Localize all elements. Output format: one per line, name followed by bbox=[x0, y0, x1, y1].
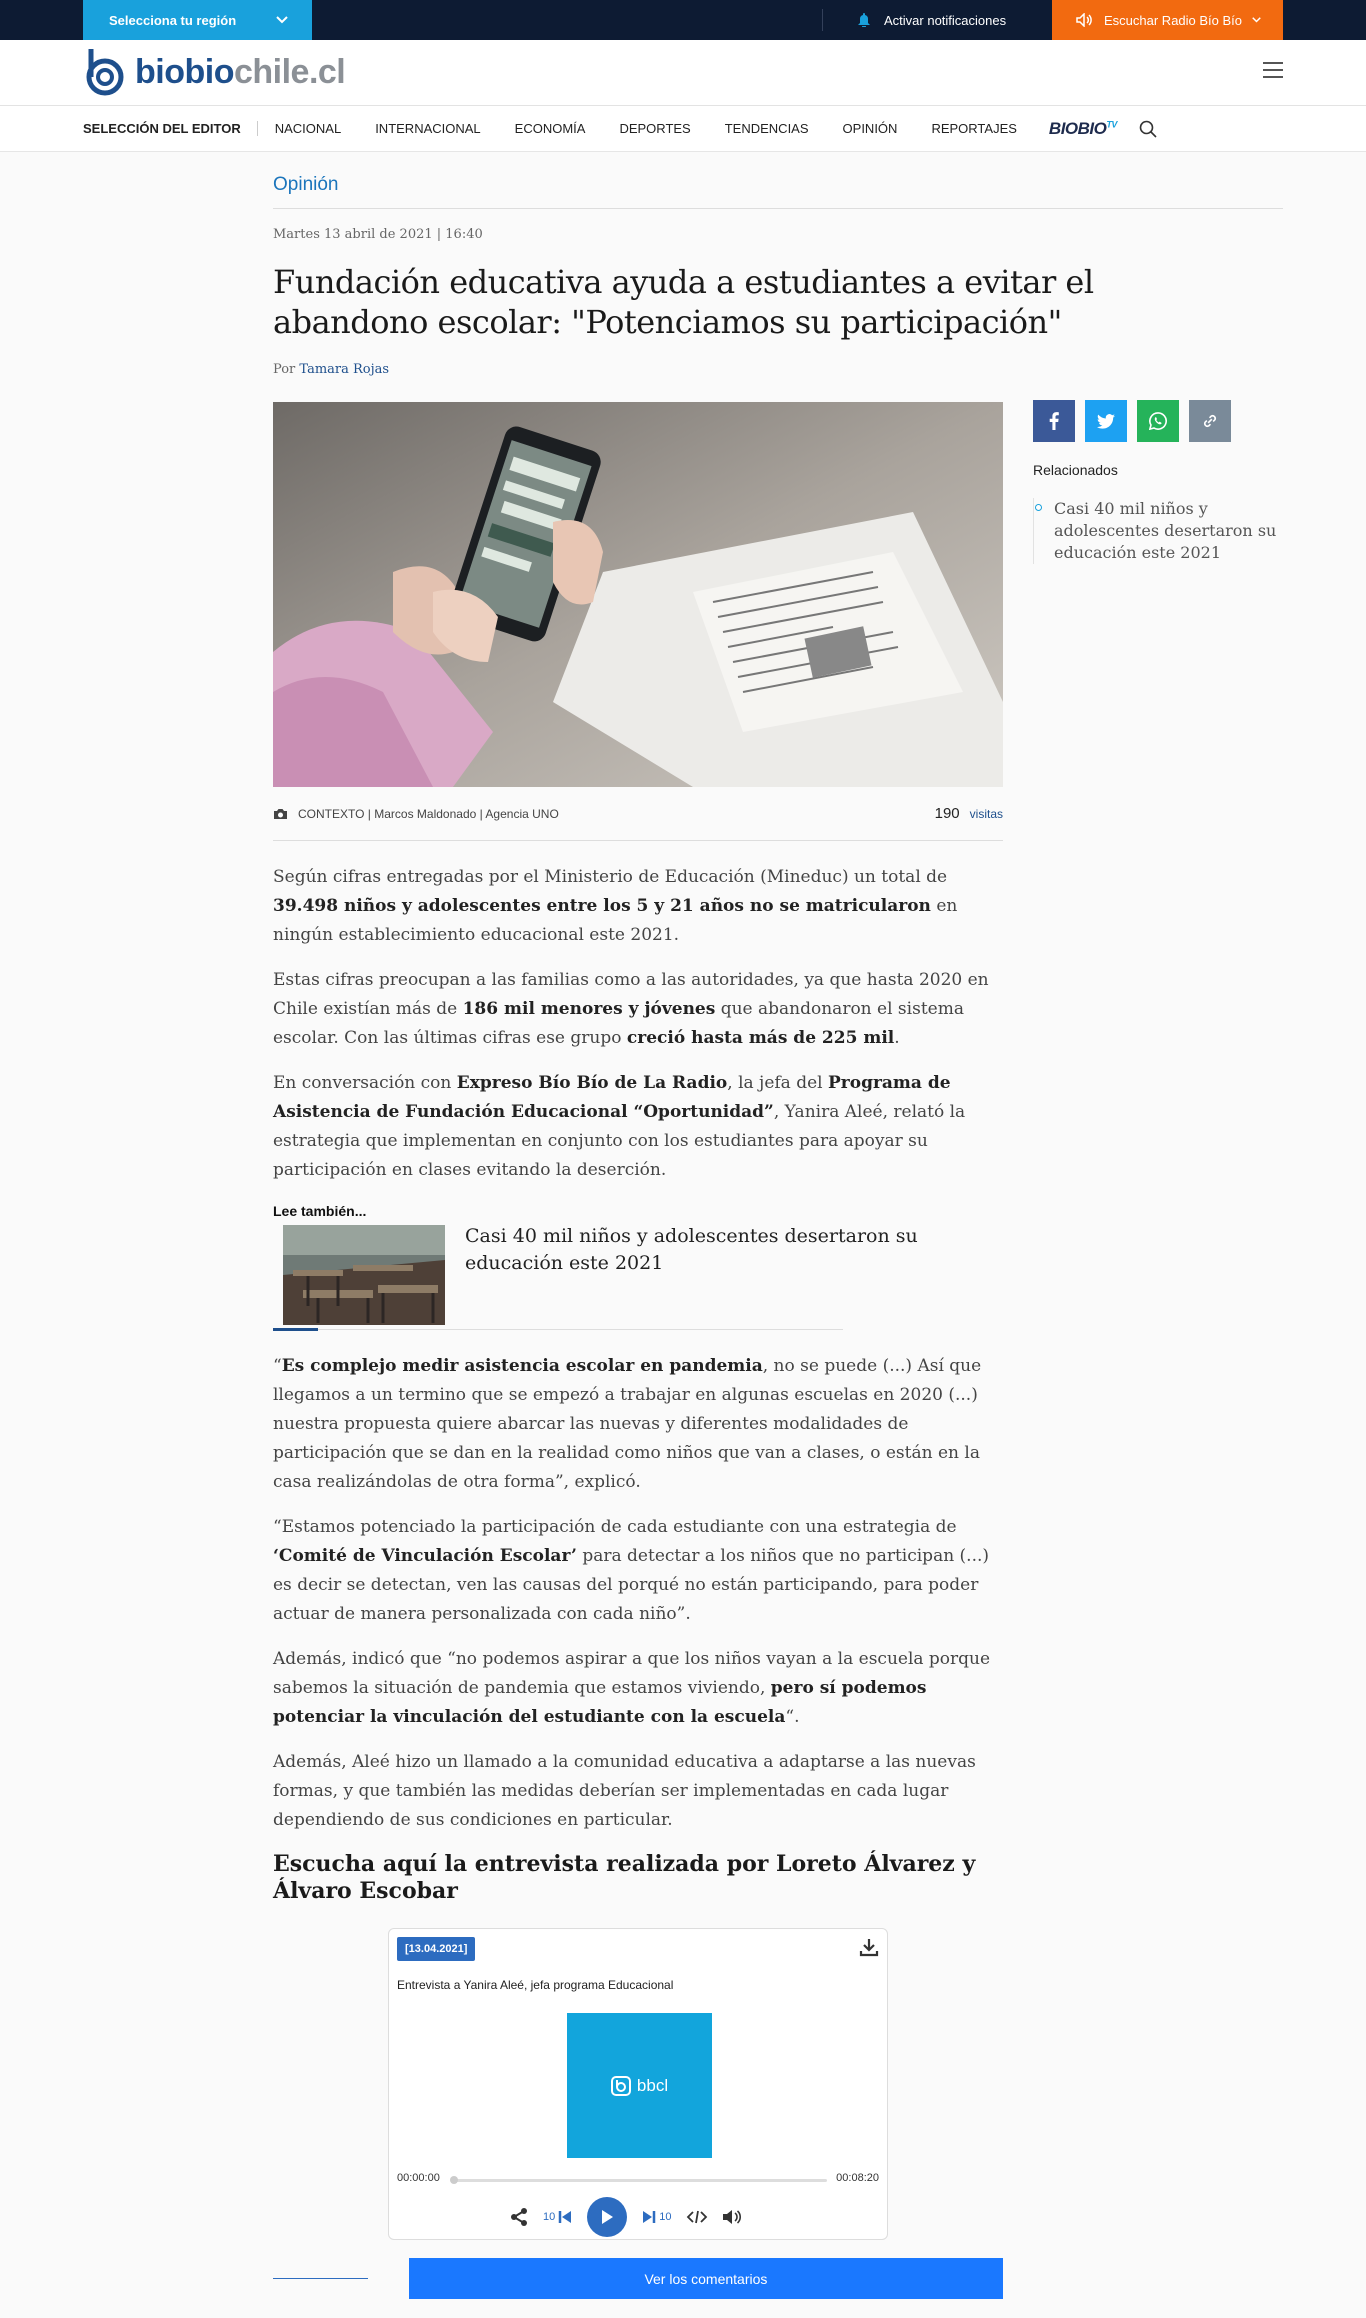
progress-handle[interactable] bbox=[450, 2176, 458, 2184]
chevron-down-icon bbox=[276, 16, 288, 24]
biobio-logo-icon bbox=[83, 47, 127, 97]
site-logo[interactable] bbox=[83, 47, 345, 97]
nav-item-opinion[interactable]: OPINIÓN bbox=[842, 121, 898, 136]
paragraph: “Estamos potenciado la participación de cada estudiante con una estrategia de ‘Comité de Vinculación Escolar’ para detectar a los niños que no participan (...) es decir se detectan, ven las causas del porqué no están participando, para poder actuar de manera personalizada con cada niño”. bbox=[273, 1517, 990, 1624]
article-main bbox=[273, 402, 1003, 2299]
visits-counter bbox=[935, 805, 1003, 822]
time-total: 00:08:20 bbox=[836, 2172, 879, 2184]
share-icon[interactable] bbox=[509, 2207, 529, 2227]
region-selector[interactable] bbox=[83, 0, 312, 40]
site-logo-text: biobiochile.cl bbox=[135, 52, 346, 91]
paragraph: Además, indicó que “no podemos aspirar a que los niños vayan a la escuela porque sabemos la situación de pandemia que estamos viviendo, pero sí podemos potenciar la vinculación del estudiante con la escuela“. bbox=[273, 1649, 991, 1727]
play-icon bbox=[600, 2209, 614, 2225]
read-also-thumbnail[interactable] bbox=[283, 1225, 445, 1325]
copy-link-button[interactable] bbox=[1189, 400, 1231, 442]
comments-row bbox=[273, 2258, 1003, 2299]
radio-label: Escuchar Radio Bío Bío bbox=[1104, 12, 1243, 28]
divider bbox=[822, 9, 823, 31]
bell-icon bbox=[858, 13, 870, 27]
related-list bbox=[1033, 498, 1283, 564]
read-also-title[interactable]: Casi 40 mil niños y adolescentes desertaron su educación este 2021 bbox=[465, 1225, 918, 1274]
nav-item-reportajes[interactable]: REPORTAJES bbox=[931, 121, 1017, 136]
article-body-continued bbox=[273, 1352, 1003, 1835]
article-body bbox=[273, 863, 1003, 1185]
paragraph: Según cifras entregadas por el Ministerio de Educación (Mineduc) un total de 39.498 niños y adolescentes entre los 5 y 21 años no se matricularon en ningún establecimiento educacional este 2021. bbox=[273, 867, 958, 945]
divider bbox=[273, 2278, 368, 2279]
audio-date-badge: [13.04.2021] bbox=[397, 1937, 475, 1961]
classroom-image bbox=[283, 1225, 445, 1325]
facebook-icon bbox=[1049, 412, 1059, 430]
photo-caption bbox=[273, 787, 1003, 841]
player-controls bbox=[509, 2197, 742, 2237]
nav-item-nacional[interactable]: NACIONAL bbox=[274, 121, 342, 136]
top-bar bbox=[0, 0, 1366, 40]
divider bbox=[273, 1329, 843, 1330]
nav-item-internacional[interactable]: INTERNACIONAL bbox=[375, 121, 481, 136]
visits-count: 190 bbox=[934, 805, 960, 822]
region-label: Selecciona tu región bbox=[109, 12, 237, 28]
nav-editor-selection[interactable]: SELECCIÓN DEL EDITOR bbox=[83, 121, 258, 136]
audio-title: Entrevista a Yanira Aleé, jefa programa Educacional bbox=[397, 1978, 674, 1992]
paragraph: Estas cifras preocupan a las familias como a las autoridades, ya que hasta 2020 en Chile existían más de 186 mil menores y jóvenes que abandonaron el sistema escolar. Con las últimas cifras ese grupo creció hasta más de 225 mil. bbox=[273, 970, 989, 1048]
volume-icon[interactable] bbox=[722, 2209, 742, 2225]
skip-back-icon bbox=[557, 2209, 573, 2225]
camera-icon bbox=[273, 808, 288, 820]
speaker-icon bbox=[1076, 13, 1094, 27]
link-icon bbox=[1201, 412, 1219, 430]
visits-label: visitas bbox=[969, 806, 1003, 821]
nav-biobio-tv[interactable]: $BIOBIO^{TV}$ bbox=[1048, 118, 1117, 138]
photo-credit: CONTEXTO | Marcos Maldonado | Agencia UNO bbox=[298, 806, 559, 821]
article-title: Fundación educativa ayuda a estudiantes a evitar el abandono escolar: "Potenciamos su participación" bbox=[273, 263, 1094, 341]
paragraph: “Es complejo medir asistencia escolar en pandemia, no se puede (...) Así que llegamos a un termino que se empezó a trabajar en algunas escuelas en 2020 (...) nuestra propuesta quiere abarcar las nuevas y diferentes modalidades de participación que se dan en la realidad como niños que van a clases, o están en la casa realizándolas de otra forma”, explicó. bbox=[273, 1356, 982, 1492]
listen-radio-button[interactable] bbox=[1052, 0, 1283, 40]
notifications-button[interactable] bbox=[858, 0, 1006, 40]
share-buttons bbox=[1033, 400, 1283, 442]
article-container bbox=[273, 152, 1283, 2287]
photo-illustration bbox=[273, 402, 1003, 787]
nav-item-tendencias[interactable]: TENDENCIAS bbox=[724, 121, 809, 136]
chevron-down-icon bbox=[1252, 17, 1261, 23]
article-photo bbox=[273, 402, 1003, 787]
divider bbox=[273, 208, 1283, 209]
twitter-icon bbox=[1097, 414, 1115, 429]
bbcl-logo-icon bbox=[611, 2076, 631, 2096]
notifications-label: Activar notificaciones bbox=[884, 12, 1007, 28]
audio-player bbox=[388, 1928, 888, 2240]
read-also-label: Lee también... bbox=[273, 1203, 367, 1219]
read-also-card[interactable] bbox=[283, 1225, 1003, 1325]
paragraph: Además, Aleé hizo un llamado a la comunidad educativa a adaptarse a las nuevas formas, y que también las medidas deberían ser implementadas en cada lugar dependiendo de sus condiciones en particular. bbox=[273, 1752, 976, 1830]
audio-cover bbox=[567, 2013, 712, 2158]
time-current: 00:00:00 bbox=[397, 2172, 440, 2184]
section-label[interactable]: Opinión bbox=[273, 174, 339, 195]
twitter-share-button[interactable] bbox=[1085, 400, 1127, 442]
skip-forward-button[interactable]: 10 bbox=[641, 2209, 671, 2225]
article-author: Por Tamara Rojas bbox=[273, 362, 390, 377]
article-sidebar bbox=[1033, 400, 1283, 564]
skip-forward-icon bbox=[641, 2209, 657, 2225]
read-also-box bbox=[273, 1203, 1003, 1330]
whatsapp-icon bbox=[1149, 412, 1167, 430]
main-nav bbox=[0, 106, 1366, 152]
nav-item-economia[interactable]: ECONOMÍA bbox=[514, 121, 586, 136]
author-link[interactable]: Tamara Rojas bbox=[299, 362, 390, 377]
whatsapp-share-button[interactable] bbox=[1137, 400, 1179, 442]
menu-icon[interactable] bbox=[1263, 62, 1283, 83]
download-icon[interactable] bbox=[859, 1937, 879, 1957]
facebook-share-button[interactable] bbox=[1033, 400, 1075, 442]
audio-heading: Escucha aquí la entrevista realizada por Loreto Álvarez y Álvaro Escobar bbox=[273, 1851, 976, 1904]
skip-back-button[interactable]: 10 bbox=[543, 2209, 573, 2225]
play-button[interactable] bbox=[587, 2197, 627, 2237]
embed-icon[interactable] bbox=[686, 2209, 708, 2225]
progress-track[interactable] bbox=[451, 2179, 827, 2182]
cover-text: bbcl bbox=[636, 2075, 669, 2095]
bullet-icon bbox=[1035, 504, 1042, 511]
paragraph: En conversación con Expreso Bío Bío de La Radio, la jefa del Programa de Asistencia de Fundación Educacional “Oportunidad”, Yanira Aleé, relató la estrategia que implementan en conjunto con los estudiantes para apoyar su participación en clases evitando la deserción. bbox=[273, 1073, 966, 1180]
view-comments-button[interactable]: Ver los comentarios bbox=[409, 2258, 1003, 2299]
article-date: Martes 13 abril de 2021 | 16:40 bbox=[273, 227, 483, 242]
nav-item-deportes[interactable]: DEPORTES bbox=[619, 121, 691, 136]
search-icon[interactable] bbox=[1139, 120, 1157, 138]
related-title: Relacionados bbox=[1033, 462, 1118, 478]
site-header bbox=[0, 40, 1366, 106]
related-item[interactable]: Casi 40 mil niños y adolescentes desertaron su educación este 2021 bbox=[1054, 499, 1277, 562]
